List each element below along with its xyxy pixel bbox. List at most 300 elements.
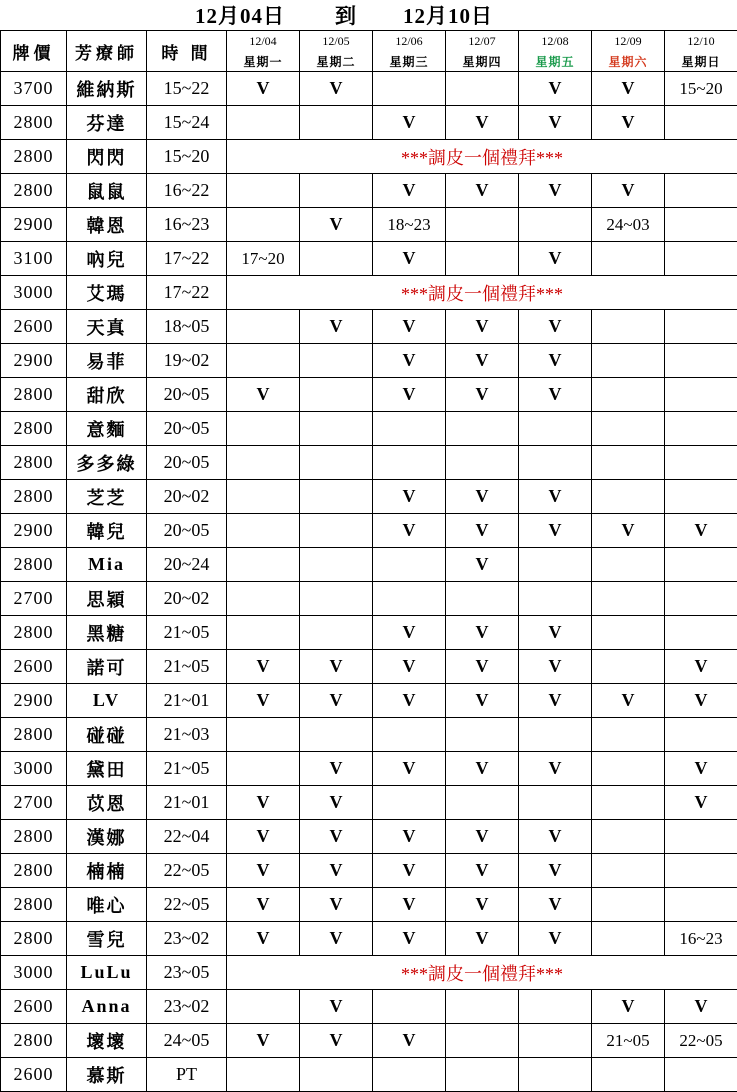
table-body <box>1 72 737 1092</box>
cell-day-3: V <box>446 820 519 854</box>
cell-therapist-name: 楠楠 <box>67 854 147 888</box>
cell-day-6: V <box>665 514 737 548</box>
cell-day-5 <box>592 242 665 276</box>
cell-therapist-name: 多多綠 <box>67 446 147 480</box>
table-row <box>1 990 737 1024</box>
cell-note: ***調皮一個禮拜*** <box>227 140 737 174</box>
cell-time-range: 22~05 <box>147 854 227 888</box>
header-date-1: 12/05 <box>300 31 373 52</box>
cell-therapist-name: 閃閃 <box>67 140 147 174</box>
cell-therapist-name: Anna <box>67 990 147 1024</box>
cell-day-2: V <box>373 242 446 276</box>
cell-day-5: V <box>592 174 665 208</box>
cell-day-6 <box>665 446 737 480</box>
cell-day-3: V <box>446 616 519 650</box>
cell-day-5 <box>592 446 665 480</box>
cell-day-5: V <box>592 72 665 106</box>
cell-day-0 <box>227 174 300 208</box>
cell-day-6: V <box>665 990 737 1024</box>
title-end-date: 12月10日 <box>403 0 493 30</box>
table-row <box>1 514 737 548</box>
cell-price: 2800 <box>1 446 67 480</box>
cell-day-0 <box>227 752 300 786</box>
cell-therapist-name: 鼠鼠 <box>67 174 147 208</box>
cell-day-2 <box>373 1058 446 1092</box>
cell-day-4: V <box>519 72 592 106</box>
cell-price: 2800 <box>1 548 67 582</box>
title-start-date: 12月04日 <box>195 0 285 30</box>
cell-day-3 <box>446 72 519 106</box>
cell-day-2: V <box>373 922 446 956</box>
cell-day-0 <box>227 1058 300 1092</box>
cell-day-6: 22~05 <box>665 1024 737 1058</box>
cell-day-2: V <box>373 310 446 344</box>
cell-day-6 <box>665 344 737 378</box>
table-row <box>1 174 737 208</box>
cell-day-4: V <box>519 854 592 888</box>
cell-day-6 <box>665 106 737 140</box>
cell-therapist-name: 意麵 <box>67 412 147 446</box>
cell-day-5: 21~05 <box>592 1024 665 1058</box>
cell-day-5 <box>592 820 665 854</box>
header-date-4: 12/08 <box>519 31 592 52</box>
cell-day-2: V <box>373 854 446 888</box>
cell-day-5 <box>592 616 665 650</box>
cell-day-6: V <box>665 786 737 820</box>
header-time: 時 間 <box>147 31 227 72</box>
cell-day-1 <box>300 582 373 616</box>
table-row <box>1 344 737 378</box>
cell-therapist-name: LuLu <box>67 956 147 990</box>
cell-day-2: V <box>373 752 446 786</box>
cell-day-1: V <box>300 72 373 106</box>
cell-day-0 <box>227 990 300 1024</box>
cell-day-0 <box>227 208 300 242</box>
cell-day-0 <box>227 106 300 140</box>
cell-day-1 <box>300 616 373 650</box>
cell-day-6 <box>665 888 737 922</box>
header-row-dates <box>1 31 737 52</box>
cell-time-range: 21~05 <box>147 650 227 684</box>
cell-day-3: V <box>446 922 519 956</box>
cell-day-3 <box>446 412 519 446</box>
header-weekday-2: 星期三 <box>373 51 446 72</box>
cell-price: 2900 <box>1 514 67 548</box>
cell-day-5 <box>592 752 665 786</box>
cell-day-0: V <box>227 72 300 106</box>
cell-price: 2800 <box>1 718 67 752</box>
cell-time-range: 20~02 <box>147 480 227 514</box>
cell-price: 3700 <box>1 72 67 106</box>
cell-time-range: 15~24 <box>147 106 227 140</box>
cell-day-4 <box>519 990 592 1024</box>
cell-day-1 <box>300 412 373 446</box>
header-date-2: 12/06 <box>373 31 446 52</box>
cell-day-6 <box>665 310 737 344</box>
cell-day-1: V <box>300 854 373 888</box>
cell-time-range: 21~01 <box>147 786 227 820</box>
cell-day-4 <box>519 1058 592 1092</box>
cell-day-6 <box>665 208 737 242</box>
cell-day-1 <box>300 1058 373 1092</box>
cell-price: 2600 <box>1 310 67 344</box>
table-row <box>1 480 737 514</box>
cell-day-0 <box>227 344 300 378</box>
cell-therapist-name: 芬達 <box>67 106 147 140</box>
cell-time-range: 21~03 <box>147 718 227 752</box>
cell-day-1: V <box>300 650 373 684</box>
cell-time-range: PT <box>147 1058 227 1092</box>
cell-day-1: V <box>300 786 373 820</box>
table-row <box>1 378 737 412</box>
cell-price: 2600 <box>1 1058 67 1092</box>
table-row <box>1 548 737 582</box>
cell-day-6 <box>665 582 737 616</box>
cell-price: 2800 <box>1 820 67 854</box>
cell-day-2: V <box>373 106 446 140</box>
table-row <box>1 1024 737 1058</box>
cell-day-1 <box>300 174 373 208</box>
cell-day-3 <box>446 582 519 616</box>
table-row <box>1 786 737 820</box>
cell-day-5 <box>592 480 665 514</box>
table-row <box>1 922 737 956</box>
cell-day-5 <box>592 582 665 616</box>
cell-day-6 <box>665 548 737 582</box>
cell-day-5: 24~03 <box>592 208 665 242</box>
cell-therapist-name: 雪兒 <box>67 922 147 956</box>
table-row <box>1 446 737 480</box>
cell-day-2: V <box>373 480 446 514</box>
cell-day-4: V <box>519 616 592 650</box>
cell-day-4: V <box>519 344 592 378</box>
cell-day-1: V <box>300 310 373 344</box>
cell-day-4: V <box>519 310 592 344</box>
table-row <box>1 208 737 242</box>
cell-day-3 <box>446 208 519 242</box>
cell-price: 2600 <box>1 650 67 684</box>
cell-therapist-name: 漢娜 <box>67 820 147 854</box>
cell-day-5 <box>592 888 665 922</box>
title-to-label: 到 <box>335 0 357 30</box>
header-price: 牌價 <box>1 31 67 72</box>
cell-day-0 <box>227 480 300 514</box>
cell-day-1 <box>300 106 373 140</box>
cell-day-0 <box>227 718 300 752</box>
cell-day-0: V <box>227 854 300 888</box>
cell-day-4: V <box>519 820 592 854</box>
cell-day-1: V <box>300 208 373 242</box>
header-weekday-6: 星期日 <box>665 51 737 72</box>
cell-price: 2800 <box>1 854 67 888</box>
cell-day-2: V <box>373 344 446 378</box>
table-row <box>1 650 737 684</box>
cell-day-0: V <box>227 922 300 956</box>
cell-day-2: V <box>373 684 446 718</box>
cell-time-range: 15~20 <box>147 140 227 174</box>
cell-day-1: V <box>300 922 373 956</box>
cell-therapist-name: 芝芝 <box>67 480 147 514</box>
cell-day-2: V <box>373 888 446 922</box>
cell-day-3: V <box>446 752 519 786</box>
cell-price: 2800 <box>1 140 67 174</box>
cell-time-range: 23~02 <box>147 990 227 1024</box>
cell-price: 3000 <box>1 956 67 990</box>
cell-day-2 <box>373 718 446 752</box>
cell-therapist-name: 黑糖 <box>67 616 147 650</box>
cell-day-0 <box>227 548 300 582</box>
cell-day-3: V <box>446 650 519 684</box>
cell-day-4 <box>519 412 592 446</box>
cell-day-5 <box>592 786 665 820</box>
cell-day-2: V <box>373 650 446 684</box>
cell-time-range: 20~05 <box>147 378 227 412</box>
cell-day-6 <box>665 616 737 650</box>
cell-day-4: V <box>519 242 592 276</box>
cell-day-0 <box>227 582 300 616</box>
cell-price: 2900 <box>1 684 67 718</box>
table-row <box>1 752 737 786</box>
cell-time-range: 20~02 <box>147 582 227 616</box>
cell-day-6 <box>665 242 737 276</box>
cell-price: 2800 <box>1 412 67 446</box>
cell-day-6: V <box>665 752 737 786</box>
cell-day-4: V <box>519 922 592 956</box>
cell-day-1: V <box>300 990 373 1024</box>
cell-time-range: 23~05 <box>147 956 227 990</box>
cell-day-4: V <box>519 684 592 718</box>
cell-day-1: V <box>300 684 373 718</box>
cell-day-4 <box>519 786 592 820</box>
cell-price: 3100 <box>1 242 67 276</box>
cell-day-0: 17~20 <box>227 242 300 276</box>
cell-day-2 <box>373 72 446 106</box>
cell-day-0: V <box>227 888 300 922</box>
table-row <box>1 276 737 310</box>
cell-time-range: 20~05 <box>147 412 227 446</box>
cell-day-3: V <box>446 106 519 140</box>
cell-day-3: V <box>446 548 519 582</box>
cell-day-3 <box>446 1024 519 1058</box>
cell-day-4: V <box>519 650 592 684</box>
cell-day-5: V <box>592 684 665 718</box>
cell-day-2: V <box>373 820 446 854</box>
table-row <box>1 242 737 276</box>
cell-price: 2700 <box>1 582 67 616</box>
cell-day-0 <box>227 514 300 548</box>
cell-price: 2900 <box>1 208 67 242</box>
cell-therapist-name: 甜欣 <box>67 378 147 412</box>
cell-day-0: V <box>227 1024 300 1058</box>
table-row <box>1 140 737 174</box>
header-date-0: 12/04 <box>227 31 300 52</box>
header-weekday-3: 星期四 <box>446 51 519 72</box>
cell-day-1 <box>300 718 373 752</box>
cell-day-4 <box>519 208 592 242</box>
cell-day-2: 18~23 <box>373 208 446 242</box>
cell-day-5: V <box>592 106 665 140</box>
table-row <box>1 310 737 344</box>
cell-day-2 <box>373 412 446 446</box>
table-row <box>1 888 737 922</box>
cell-therapist-name: 韓恩 <box>67 208 147 242</box>
cell-day-3 <box>446 786 519 820</box>
header-date-5: 12/09 <box>592 31 665 52</box>
cell-time-range: 22~04 <box>147 820 227 854</box>
cell-time-range: 23~02 <box>147 922 227 956</box>
table-row <box>1 72 737 106</box>
cell-day-5 <box>592 650 665 684</box>
cell-day-1 <box>300 446 373 480</box>
cell-day-1: V <box>300 888 373 922</box>
cell-time-range: 15~22 <box>147 72 227 106</box>
cell-time-range: 20~24 <box>147 548 227 582</box>
cell-price: 2600 <box>1 990 67 1024</box>
cell-therapist-name: 慕斯 <box>67 1058 147 1092</box>
cell-day-6 <box>665 174 737 208</box>
cell-price: 2800 <box>1 378 67 412</box>
cell-day-5 <box>592 378 665 412</box>
cell-day-4 <box>519 548 592 582</box>
cell-day-4: V <box>519 106 592 140</box>
cell-day-5 <box>592 922 665 956</box>
cell-day-4 <box>519 718 592 752</box>
cell-day-4: V <box>519 888 592 922</box>
cell-day-0 <box>227 412 300 446</box>
table-row <box>1 412 737 446</box>
cell-day-2: V <box>373 514 446 548</box>
cell-price: 2800 <box>1 616 67 650</box>
cell-day-1 <box>300 480 373 514</box>
table-row <box>1 1058 737 1092</box>
cell-day-6 <box>665 820 737 854</box>
cell-day-3 <box>446 990 519 1024</box>
cell-time-range: 21~05 <box>147 616 227 650</box>
cell-day-4 <box>519 582 592 616</box>
cell-price: 2800 <box>1 174 67 208</box>
cell-day-1: V <box>300 752 373 786</box>
cell-price: 2800 <box>1 106 67 140</box>
cell-day-2: V <box>373 1024 446 1058</box>
cell-day-4: V <box>519 480 592 514</box>
cell-day-0: V <box>227 684 300 718</box>
cell-day-1: V <box>300 820 373 854</box>
header-date-6: 12/10 <box>665 31 737 52</box>
cell-day-5 <box>592 412 665 446</box>
cell-day-0: V <box>227 786 300 820</box>
cell-day-2: V <box>373 174 446 208</box>
cell-day-5: V <box>592 990 665 1024</box>
cell-day-4 <box>519 1024 592 1058</box>
cell-therapist-name: 韓兒 <box>67 514 147 548</box>
table-header <box>1 31 737 72</box>
cell-note: ***調皮一個禮拜*** <box>227 276 737 310</box>
cell-day-3: V <box>446 378 519 412</box>
cell-time-range: 20~05 <box>147 514 227 548</box>
cell-day-5 <box>592 718 665 752</box>
cell-day-3: V <box>446 854 519 888</box>
cell-day-2 <box>373 446 446 480</box>
table-row <box>1 106 737 140</box>
cell-day-6 <box>665 854 737 888</box>
cell-day-5 <box>592 548 665 582</box>
cell-day-4: V <box>519 752 592 786</box>
cell-day-3: V <box>446 888 519 922</box>
cell-price: 3000 <box>1 276 67 310</box>
cell-therapist-name: 壞壞 <box>67 1024 147 1058</box>
cell-day-2 <box>373 786 446 820</box>
cell-day-6: 15~20 <box>665 72 737 106</box>
header-date-3: 12/07 <box>446 31 519 52</box>
cell-day-4: V <box>519 378 592 412</box>
cell-day-0 <box>227 310 300 344</box>
cell-time-range: 22~05 <box>147 888 227 922</box>
cell-day-4: V <box>519 174 592 208</box>
cell-day-5 <box>592 854 665 888</box>
header-therapist: 芳療師 <box>67 31 147 72</box>
cell-therapist-name: 苡恩 <box>67 786 147 820</box>
cell-day-5: V <box>592 514 665 548</box>
cell-time-range: 16~22 <box>147 174 227 208</box>
cell-day-5 <box>592 1058 665 1092</box>
cell-day-0: V <box>227 378 300 412</box>
cell-therapist-name: 天真 <box>67 310 147 344</box>
cell-day-2: V <box>373 616 446 650</box>
table-row <box>1 616 737 650</box>
cell-day-0 <box>227 446 300 480</box>
cell-price: 2800 <box>1 922 67 956</box>
cell-day-3: V <box>446 310 519 344</box>
cell-price: 2900 <box>1 344 67 378</box>
cell-day-6: V <box>665 684 737 718</box>
table-row <box>1 820 737 854</box>
cell-time-range: 19~02 <box>147 344 227 378</box>
cell-price: 2800 <box>1 888 67 922</box>
cell-therapist-name: 思穎 <box>67 582 147 616</box>
header-weekday-4: 星期五 <box>519 51 592 72</box>
cell-day-1 <box>300 514 373 548</box>
header-weekday-1: 星期二 <box>300 51 373 72</box>
cell-time-range: 16~23 <box>147 208 227 242</box>
header-weekday-0: 星期一 <box>227 51 300 72</box>
cell-day-2 <box>373 990 446 1024</box>
cell-day-6: 16~23 <box>665 922 737 956</box>
schedule-table <box>0 30 737 1092</box>
cell-day-0 <box>227 616 300 650</box>
cell-day-3: V <box>446 684 519 718</box>
cell-day-6 <box>665 718 737 752</box>
cell-therapist-name: Mia <box>67 548 147 582</box>
cell-day-5 <box>592 310 665 344</box>
cell-day-1 <box>300 548 373 582</box>
cell-day-4 <box>519 446 592 480</box>
cell-time-range: 24~05 <box>147 1024 227 1058</box>
cell-day-6 <box>665 1058 737 1092</box>
cell-therapist-name: 艾瑪 <box>67 276 147 310</box>
cell-day-0: V <box>227 650 300 684</box>
cell-therapist-name: 易菲 <box>67 344 147 378</box>
cell-day-3 <box>446 1058 519 1092</box>
cell-price: 2700 <box>1 786 67 820</box>
cell-therapist-name: LV <box>67 684 147 718</box>
cell-day-6 <box>665 412 737 446</box>
cell-day-1: V <box>300 1024 373 1058</box>
cell-day-1 <box>300 378 373 412</box>
cell-therapist-name: 碰碰 <box>67 718 147 752</box>
table-row <box>1 684 737 718</box>
cell-therapist-name: 黛田 <box>67 752 147 786</box>
header-weekday-5: 星期六 <box>592 51 665 72</box>
